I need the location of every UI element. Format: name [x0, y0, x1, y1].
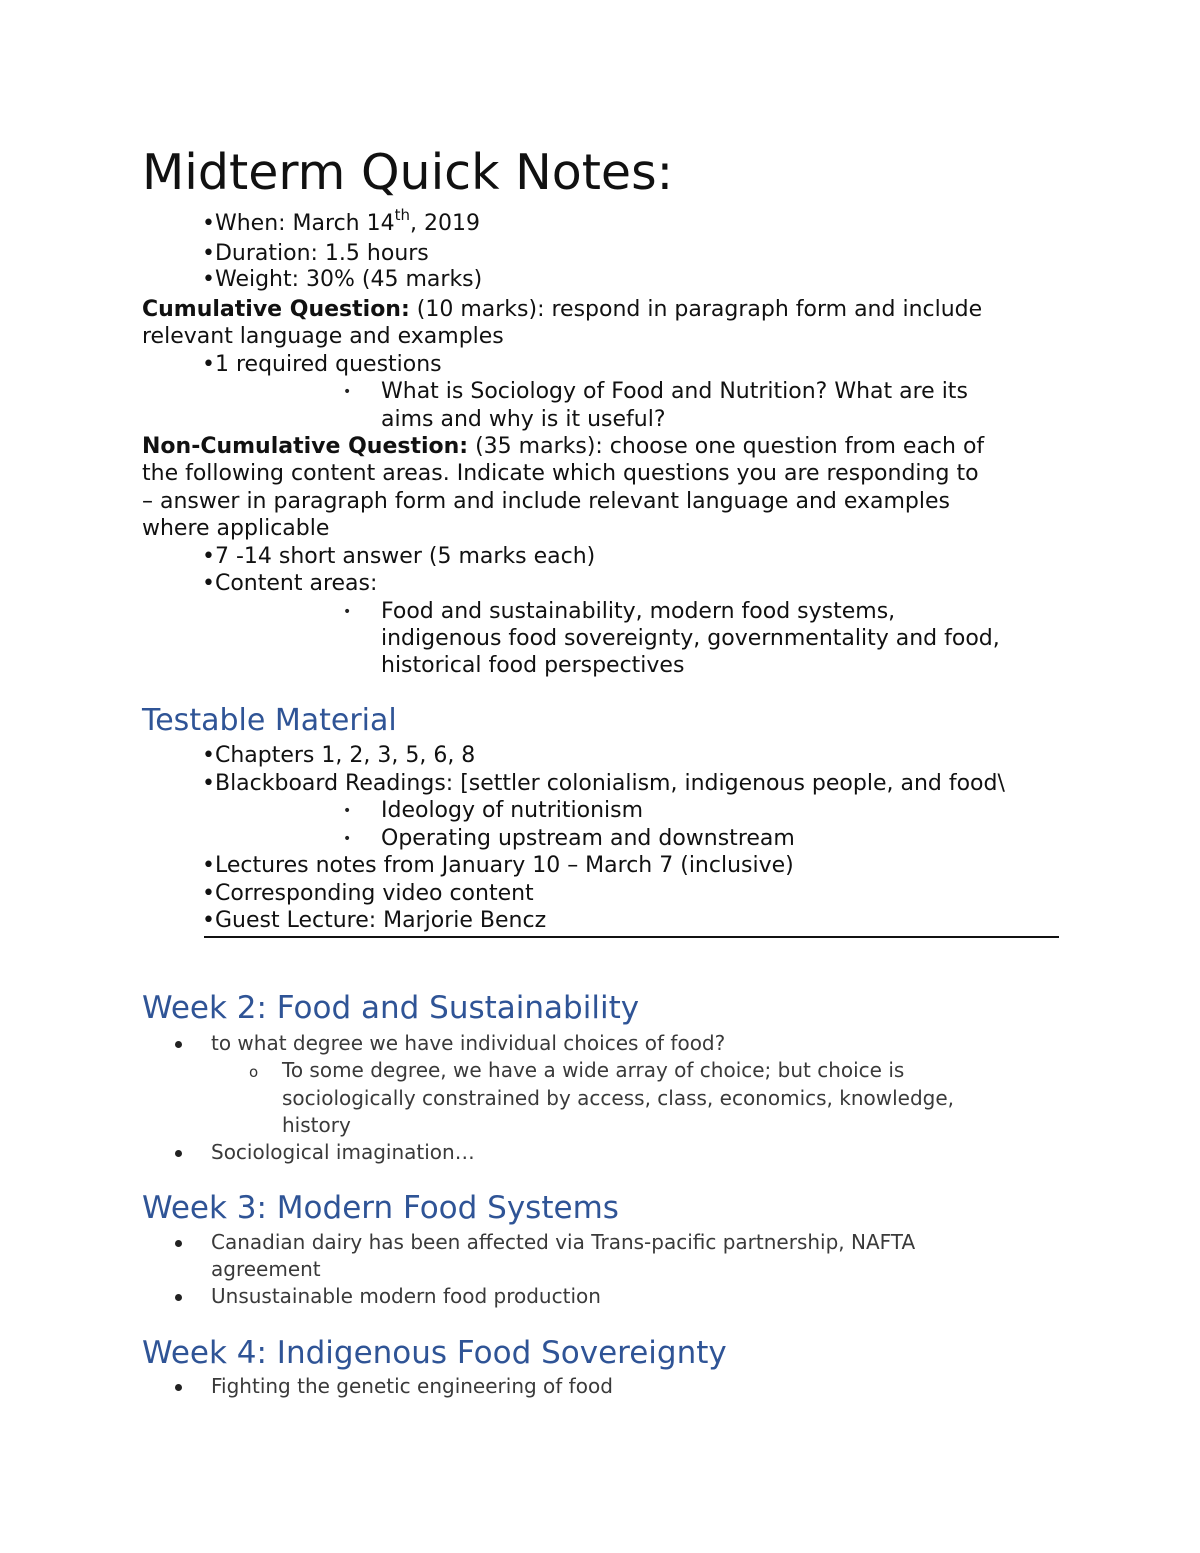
testable-heading: Testable Material [142, 703, 397, 738]
when-year: , 2019 [410, 211, 480, 236]
content-areas-line: •Content areas: [202, 571, 378, 596]
bullet-glyph: • [343, 831, 352, 847]
bullet-glyph: • [343, 803, 352, 819]
bullet-glyph: • [343, 604, 352, 620]
content-areas-text: Food and sustainability, modern food systems, [381, 599, 896, 624]
reading-item: Ideology of nutritionism [381, 798, 644, 823]
noncumulative-question-line [142, 433, 984, 461]
chapters-line: •Chapters 1, 2, 3, 5, 6, 8 [202, 743, 476, 768]
when-text: •When: March 14 [202, 211, 395, 236]
required-questions: •1 required questions [202, 352, 442, 377]
noncumulative-desc-line4: where applicable [142, 516, 330, 541]
readings-line: •Blackboard Readings: [settler colonialism, indigenous people, and food\ [202, 771, 1005, 796]
week3-heading: Week 3: Modern Food Systems [142, 1190, 619, 1226]
list-item-cont: agreement [211, 1257, 321, 1281]
list-item: to what degree we have individual choices of food? [211, 1031, 726, 1055]
lectures-line: •Lectures notes from January 10 – March 7 (inclusive) [202, 853, 794, 878]
cumulative-question-text: What is Sociology of Food and Nutrition? What are its [381, 379, 968, 404]
when-superscript: th [394, 206, 410, 224]
cumulative-label: Cumulative Question: [142, 297, 410, 322]
when-line [202, 206, 480, 239]
page-title: Midterm Quick Notes: [142, 144, 674, 201]
list-item: To some degree, we have a wide array of choice; but choice is [282, 1058, 905, 1082]
bullet-dot [175, 1150, 182, 1157]
cumulative-desc: (10 marks): respond in paragraph form and include [409, 297, 983, 322]
bullet-glyph: • [343, 384, 352, 400]
noncumulative-label: Non-Cumulative Question: [142, 434, 469, 459]
noncumulative-desc-line2: the following content areas. Indicate which questions you are responding to [142, 461, 979, 486]
week2-heading: Week 2: Food and Sustainability [142, 990, 640, 1026]
list-item: Fighting the genetic engineering of food [211, 1374, 613, 1398]
content-areas-text-3: historical food perspectives [381, 653, 685, 678]
bullet-dot [175, 1294, 182, 1301]
list-item: Canadian dairy has been affected via Trans-pacific partnership, NAFTA [211, 1230, 916, 1254]
list-item-cont: history [282, 1113, 351, 1137]
noncumulative-desc-line3: – answer in paragraph form and include relevant language and examples [142, 489, 950, 514]
horizontal-rule [204, 936, 1059, 938]
video-line: •Corresponding video content [202, 881, 534, 906]
bullet-dot [175, 1384, 182, 1391]
guest-lecture-line: •Guest Lecture: Marjorie Bencz [202, 908, 547, 933]
list-item: Sociological imagination… [211, 1140, 475, 1164]
noncumulative-desc: (35 marks): choose one question from each of [468, 434, 985, 459]
list-item: Unsustainable modern food production [211, 1284, 601, 1308]
sub-bullet-glyph: o [249, 1063, 259, 1081]
list-item-cont: sociologically constrained by access, class, economics, knowledge, [282, 1086, 955, 1110]
bullet-dot [175, 1240, 182, 1247]
cumulative-question-line [142, 296, 982, 324]
bullet-dot [175, 1041, 182, 1048]
week4-heading: Week 4: Indigenous Food Sovereignty [142, 1335, 727, 1371]
cumulative-question-text-2: aims and why is it useful? [381, 407, 666, 432]
duration-line: •Duration: 1.5 hours [202, 241, 429, 266]
short-answer-line: •7 -14 short answer (5 marks each) [202, 544, 596, 569]
content-areas-text-2: indigenous food sovereignty, governmentality and food, [381, 626, 1000, 651]
cumulative-desc-line2: relevant language and examples [142, 324, 504, 349]
weight-line: •Weight: 30% (45 marks) [202, 267, 483, 292]
reading-item: Operating upstream and downstream [381, 826, 795, 851]
